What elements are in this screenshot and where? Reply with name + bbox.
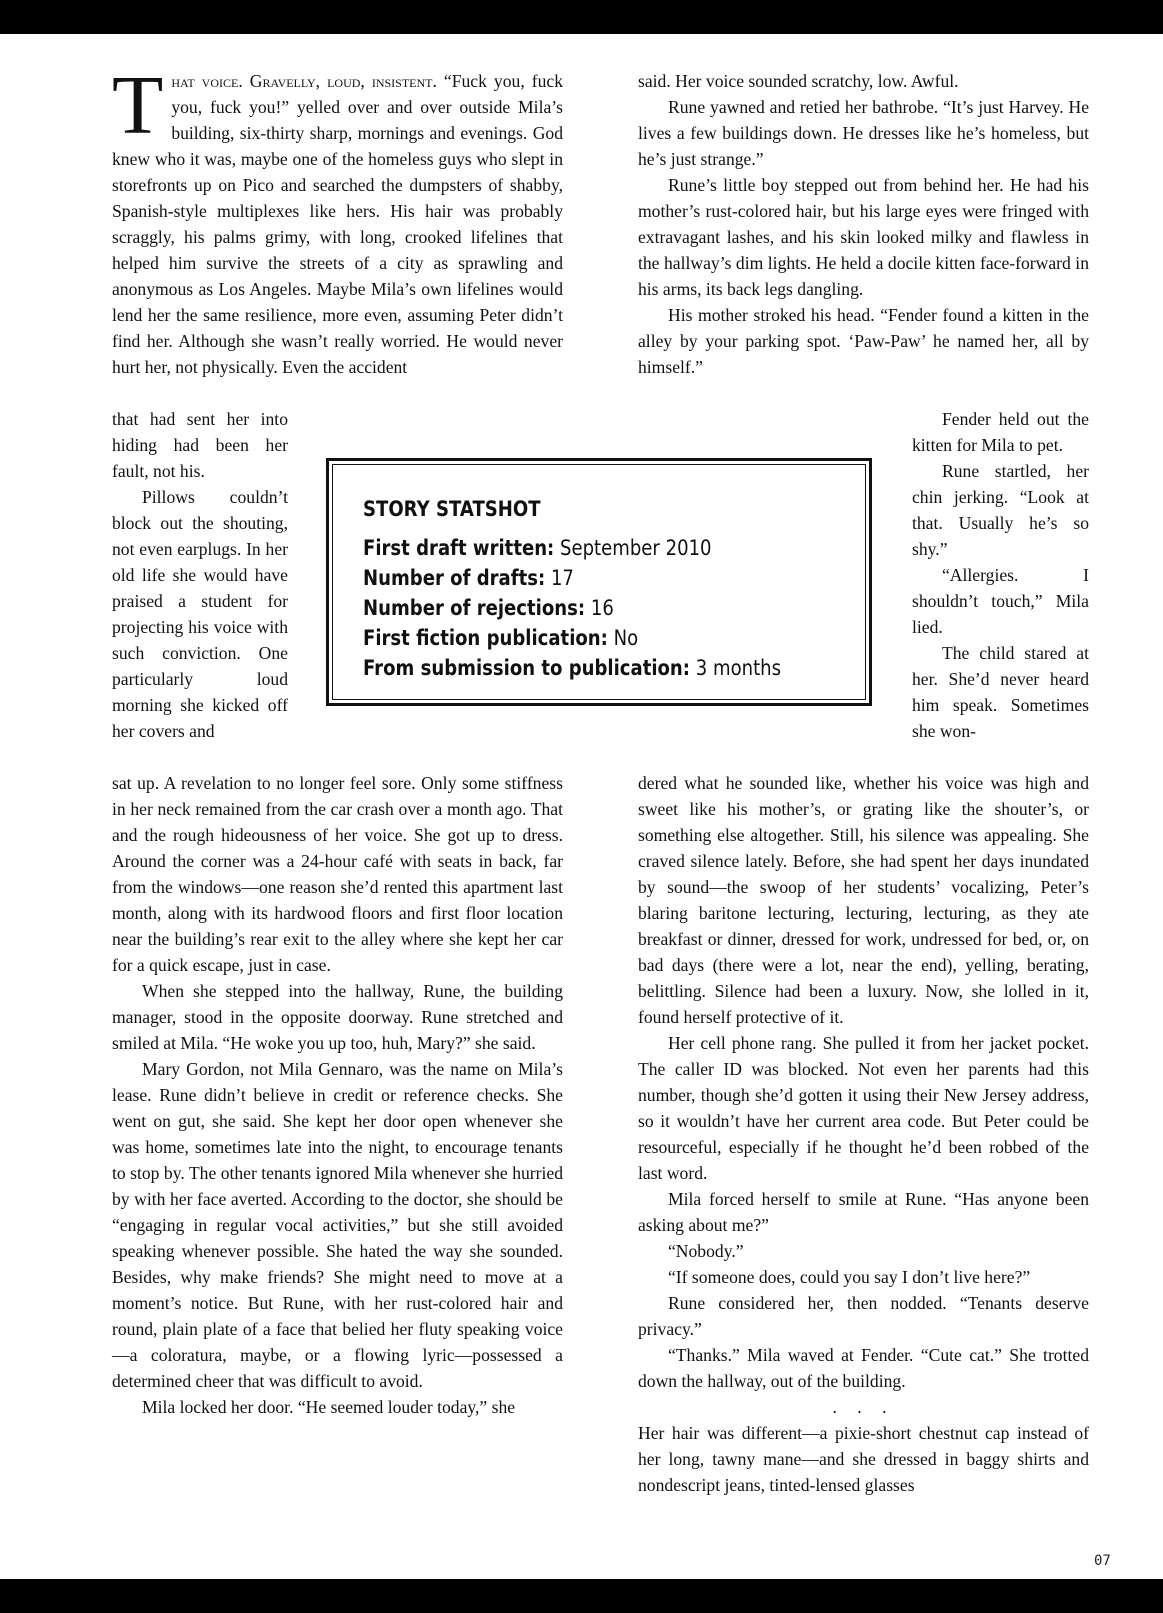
page-number: 07 (1094, 1553, 1111, 1569)
right-column-bottom (638, 770, 1089, 1498)
paragraph-nobody: “Nobody.” (668, 1241, 744, 1261)
story-statshot-inner (332, 464, 866, 700)
paragraph-rune-yawned: Rune yawned and retied her bathrobe. “It’s just Harvey. He lives a few buildings down. He dresses like he’s homeless, but he’s just strange.” (638, 97, 1089, 169)
paragraph-forced-smile: Mila forced herself to smile at Rune. “Has anyone been asking about me?” (638, 1189, 1089, 1235)
paragraph-sat-up: sat up. A revelation to no longer feel sore. Only some stiffness in her neck remained from the car crash over a month ago. That and the rough hideousness of her voice. She got up to dress. Around the corner was a 24-hour café with seats in back, far from the windows—one reason she’d rented this apartment last month, along with its hardwood floors and first floor location near the building’s rear exit to the alley where she kept her car for a quick escape, just in case. (112, 773, 563, 975)
paragraph-if-someone: “If someone does, could you say I don’t live here?” (668, 1267, 1031, 1287)
paragraph-lease: Mary Gordon, not Mila Gennaro, was the name on Mila’s lease. Rune didn’t believe in credit or reference checks. She went on gut, she said. She kept her door open whenever she was home, sometimes late into the night, to encourage tenants to stop by. The other tenants ignored Mila whenever she hurried by with her face averted. According to the doctor, she should be “engaging in regular vocal activities,” but she still avoided speaking whenever possible. She hated the way she sounded. Besides, why make friends? She might need to move at a moment’s notice. But Rune, with her rust-colored hair and round, plain plate of a face that belied her fluty speaking voice—a coloratura, maybe, or a flowing lyric—possessed a determined cheer that was difficult to avoid. (112, 1059, 563, 1391)
opening-text: “Fuck you, fuck you, fuck you!” yelled over and over outside Mila’s building, six-thirty sharp, mornings and evenings. God knew who it was, maybe one of the homeless guys who slept in storefronts up on Pico and searched the dumpsters of shabby, Spanish-style multiplexes like hers. His hair was probably scraggly, his palms grimy, with long, crooked lifelines that helped him survive the streets of a city as sprawling and anonymous as Los Angeles. Maybe Mila’s own lifelines would lend her the same resilience, more even, assuming Peter didn’t find her. Although she wasn’t really worried. He would never hurt her, not physically. Even the accident (112, 71, 563, 377)
paragraph-fender-held: Fender held out the kitten for Mila to pet. (912, 409, 1089, 455)
statshot-value: 16 (585, 596, 614, 620)
paragraph-cell-phone: Her cell phone rang. She pulled it from her jacket pocket. The caller ID was blocked. Not even her parents had this number, though she’d gotten it using their New Jersey address, so it wouldn’t have her current area code. But Peter could be resourceful, especially if he thought he’d been robbed of the last word. (638, 1033, 1089, 1183)
paragraph-hallway: When she stepped into the hallway, Rune, the building manager, stood in the opposite doorway. Rune stretched and smiled at Mila. “He woke you up too, huh, Mary?” she said. (112, 981, 563, 1053)
statshot-label: First fiction publication: (363, 626, 608, 650)
paragraph-thanks: “Thanks.” Mila waved at Fender. “Cute cat.” She trotted down the hallway, out of the building. (638, 1345, 1089, 1391)
statshot-value: 17 (545, 566, 574, 590)
paragraph-pillows: Pillows couldn’t block out the shouting, not even earplugs. In her old life she would have praised a student for projecting his voice with such conviction. One particularly loud morning she kicked off her covers and (112, 487, 288, 741)
section-separator: . . . (832, 1397, 895, 1417)
statshot-row-submission-to-publication (363, 653, 782, 683)
left-column-bottom (112, 770, 563, 1420)
right-column-top (638, 68, 1089, 380)
story-statshot-box (326, 458, 872, 706)
statshot-value: September 2010 (554, 536, 712, 560)
opening-small-caps: hat voice. Gravelly, loud, insistent. (171, 71, 437, 91)
opening-paragraph (112, 59, 563, 380)
left-column-narrow (112, 406, 288, 744)
statshot-row-rejections (363, 593, 769, 623)
statshot-title: STORY STATSHOT (363, 497, 541, 521)
drop-cap: T (112, 59, 164, 152)
statshot-row-first-publication (363, 623, 769, 653)
paragraph-wondered: dered what he sounded like, whether his voice was high and sweet like his mother’s, or grating like the shouter’s, or something else altogether. Still, his silence was appealing. She craved silence lately. Before, she had spent her days inundated by sound—the swoop of her students’ vocalizing, Peter’s blaring baritone lecturing, lecturing, lecturing, as they ate breakfast or dinner, dressed for work, undressed for bed, or, on bad days (there were a lot, near the end), yelling, berating, belittling. Silence had been a luxury. Now, she lolled in it, found herself protective of it. (638, 773, 1089, 1027)
right-column-narrow (912, 406, 1089, 744)
paragraph-stroked-head: His mother stroked his head. “Fender found a kitten in the alley by your parking spot. ‘Paw-Paw’ he named her, all by himself.” (638, 305, 1089, 377)
statshot-row-first-draft (363, 533, 769, 563)
statshot-value: 3 months (690, 656, 782, 680)
statshot-label: First draft written: (363, 536, 555, 560)
statshot-row-drafts (363, 563, 769, 593)
paragraph-rune-startled: Rune startled, her chin jerking. “Look at that. Usually he’s so shy.” (912, 461, 1089, 559)
statshot-label: From submission to publication: (363, 656, 691, 680)
paragraph-little-boy: Rune’s little boy stepped out from behind her. He had his mother’s rust-colored hair, but his large eyes were fringed with extravagant lashes, and his skin looked milky and flawless in the hallway’s dim lights. He held a docile kitten face-forward in his arms, its back legs dangling. (638, 175, 1089, 299)
paragraph-hair-different: Her hair was different—a pixie-short chestnut cap instead of her long, tawny mane—and she dressed in baggy shirts and nondescript jeans, tinted-lensed glasses (638, 1423, 1089, 1495)
statshot-label: Number of rejections: (363, 596, 586, 620)
left-column-top (112, 59, 563, 380)
paragraph-said: said. Her voice sounded scratchy, low. Awful. (638, 71, 959, 91)
paragraph-locked-door: Mila locked her door. “He seemed louder today,” she (142, 1397, 516, 1417)
paragraph-child-stared: The child stared at her. She’d never heard him speak. Sometimes she won- (912, 643, 1089, 741)
bottom-black-band (0, 1579, 1163, 1613)
top-black-band (0, 0, 1163, 34)
statshot-label: Number of drafts: (363, 566, 546, 590)
paragraph-considered: Rune considered her, then nodded. “Tenants deserve privacy.” (638, 1293, 1089, 1339)
paragraph-continuation: that had sent her into hiding had been her fault, not his. (112, 409, 288, 481)
statshot-value: No (607, 626, 639, 650)
paragraph-allergies: “Allergies. I shouldn’t touch,” Mila lied. (912, 565, 1089, 637)
